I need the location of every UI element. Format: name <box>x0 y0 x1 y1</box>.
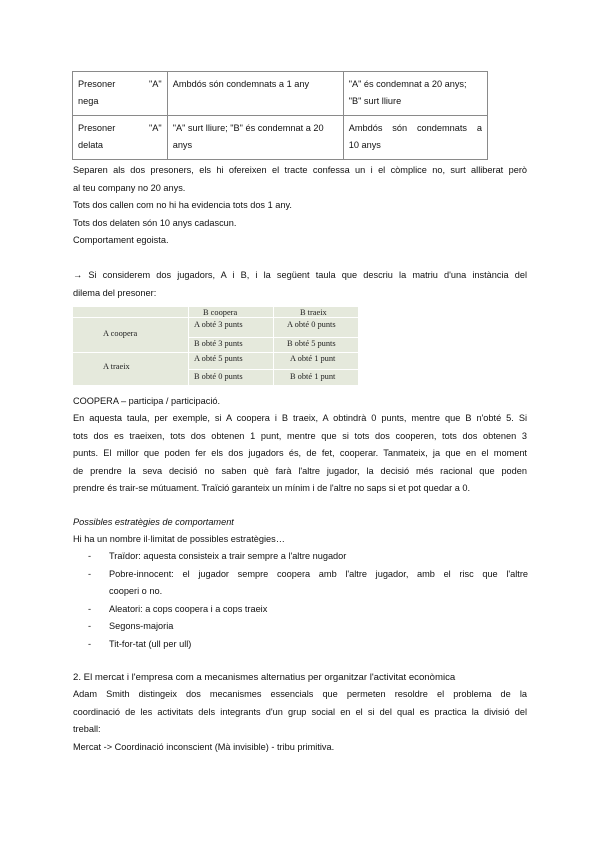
paragraph-line: COOPERA – participa / participació. <box>73 396 221 406</box>
row-header: A traeix <box>103 362 130 371</box>
row-label-action: delata <box>78 140 104 150</box>
row-header: A coopera <box>103 329 138 338</box>
list-item <box>88 583 528 601</box>
cell-text: 10 anys <box>348 140 381 150</box>
paragraph-line: Tots dos callen com no hi ha evidencia tots dos 1 any. <box>73 200 292 210</box>
paragraph-line: punts. El millor que poden fer els dos jugadors és, de fet, cooperar. Tanmateix, ja que en el moment <box>73 448 527 458</box>
prisoner-dilemma-table <box>72 71 488 160</box>
column-header: B coopera <box>203 308 238 317</box>
paragraph-line: coordinació de les activitats dels integrants d'un grup social en el si del qual es practica la divisió del <box>73 707 527 717</box>
list-item <box>88 566 528 584</box>
table-cell <box>343 116 487 160</box>
table-cell <box>167 72 343 116</box>
cell-text: Ambdós són condemnats a <box>348 123 482 133</box>
matrix-cell: B obté 0 punts <box>194 372 243 381</box>
list-item-text: Tit-for-tat (ull per ull) <box>109 638 192 649</box>
section-heading: 2. El mercat i l'empresa com a mecanismes alternatius per organitzar l'activitat econòmica <box>73 672 456 683</box>
list-item <box>88 618 528 636</box>
matrix-cell: B obté 5 punts <box>287 339 336 348</box>
list-dash: - <box>88 638 92 649</box>
list-item-text: Aleatori: a cops coopera i a cops traeix <box>109 603 268 614</box>
paragraph-line: prendre és trair-se mútuament. Traïció garanteix un mínim i de l'altre no saps si et pot quedar a 0. <box>73 483 471 493</box>
paragraph-line: En aquesta taula, per exemple, si A coopera i B traeix, A obtindrà 0 punts, mentre que B n'obté 5. Si <box>73 413 527 423</box>
row-label: Presoner <box>78 123 116 133</box>
paragraph-line: tots dos es traeixen, tots dos obtenen 1 punt, mentre que si tots dos cooperen, tots dos obtenen 3 <box>73 431 527 441</box>
paragraph-line: Tots dos delaten són 10 anys cadascun. <box>73 218 237 228</box>
paragraph-line: treball: <box>73 724 101 734</box>
list-item-text: Traïdor: aquesta consisteix a trair sempre a l'altre nugador <box>109 551 347 561</box>
row-label-quote: "A" <box>149 123 162 133</box>
cell-text: "A" surt lliure; "B" és condemnat a 20 <box>172 123 324 133</box>
paragraph-line: dilema del presoner: <box>73 288 157 298</box>
matrix-cell: B obté 1 punt <box>290 372 336 381</box>
list-item-text: Segons-majoria <box>109 621 174 632</box>
paragraph-line: → Si considerem dos jugadors, A i B, i la següent taula que descriu la matriu d'una instància del <box>73 270 527 280</box>
list-item-text: Pobre-innocent: el jugador sempre coopera amb l'altre jugador, amb el risc que l'altre <box>109 568 528 579</box>
table-row <box>73 72 488 116</box>
row-label-action: nega <box>78 96 99 106</box>
table-cell <box>73 72 168 116</box>
cell-text: anys <box>172 140 193 150</box>
matrix-cell: A obté 0 punts <box>287 320 336 329</box>
paragraph-line: Comportament egoista. <box>73 235 169 245</box>
list-item <box>88 636 528 654</box>
cell-text: Ambdós són condemnats a 1 any <box>172 79 310 89</box>
table-row <box>73 116 488 160</box>
paragraph-line: Mercat -> Coordinació inconscient (Mà invisible) - tribu primitiva. <box>73 742 335 752</box>
paragraph-line: Separen als dos presoners, els hi ofereixen el tracte confessa un i el còmplice no, surt alliberat però <box>73 165 527 175</box>
cell-text: "B" surt lliure <box>348 96 402 106</box>
matrix-cell: A obté 3 punts <box>194 320 243 329</box>
game-matrix-table <box>73 307 358 385</box>
cell-text: "A" és condemnat a 20 anys; <box>348 79 467 89</box>
row-label-quote: "A" <box>149 79 162 89</box>
matrix-cell: B obté 3 punts <box>194 339 243 348</box>
list-dash: - <box>88 568 92 579</box>
matrix-cell: A obté 5 punts <box>194 354 243 363</box>
list-dash: - <box>88 551 92 561</box>
table-cell <box>343 72 487 116</box>
list-item-text: cooperi o no. <box>109 586 163 597</box>
paragraph-line: Adam Smith distingeix dos mecanismes essencials que permeten resoldre el problema de la <box>73 689 527 699</box>
paragraph-line: al teu company no 20 anys. <box>73 183 186 193</box>
strategy-list <box>88 548 528 654</box>
list-dash: - <box>88 603 92 614</box>
column-header: B traeix <box>300 308 327 317</box>
row-label: Presoner <box>78 79 116 89</box>
table-cell <box>167 116 343 160</box>
list-item <box>88 548 528 566</box>
section-subtitle: Possibles estratègies de comportament <box>73 517 234 527</box>
table-cell <box>73 116 168 160</box>
paragraph-line: de prendre la seva decisió no saben què farà l'altre jugador, la decisió més racional que poden <box>73 466 527 476</box>
matrix-cell: A obté 1 punt <box>290 354 336 363</box>
list-dash: - <box>88 621 92 632</box>
list-item <box>88 601 528 619</box>
paragraph-line: Hi ha un nombre il·limitat de possibles estratègies… <box>73 534 285 544</box>
